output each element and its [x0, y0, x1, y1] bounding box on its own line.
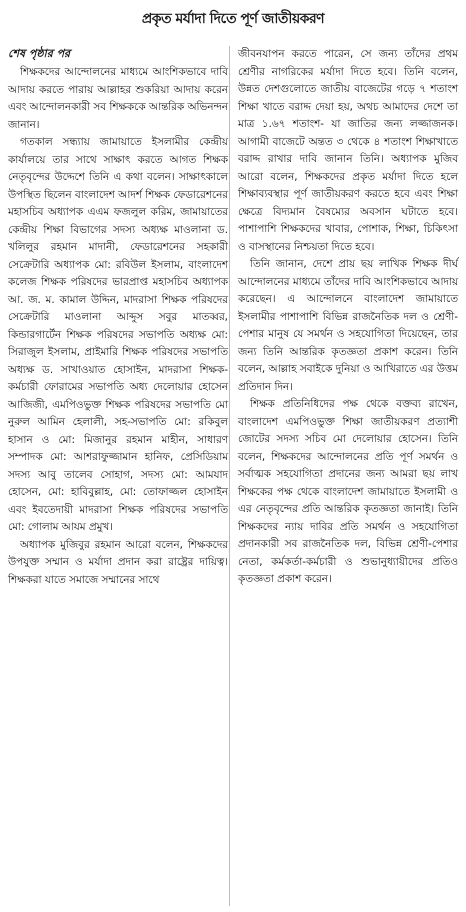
paragraph: তিনি জানান, দেশে প্রায় ছয় লাখিক শিক্ষক দীর্ঘ আন্দোলনের মাধ্যমে তাঁদের দাবি আংশিকভাবে আদায় করেছেন। এ আন্দোলনে বাংলাদেশ জামায়াতে ইসলামীর পাশাপাশি বিভিন্ন রাজনৈতিক দল ও শ্রেণী-পেশার মানুষ যে সমর্থন ও সহযোগিতা দিয়েছেন, তার জন্য তিনি আন্তরিক কৃতজ্ঞতা প্রকাশ করেন। তিনি বলেন, আল্লাহ সবাইকে দুনিয়া ও আখিরাতে এর উত্তম প্রতিদান দিন। [238, 258, 458, 393]
column-divider [229, 46, 230, 906]
paragraph: শিক্ষকদের আন্দোলনের মাধ্যমে আংশিকভাবে দাবি আদায় করতে পারায় আল্লাহর শুকরিয়া আদায় করেন এবং আন্দোলনকারী সব শিক্ষককে আন্তরিক অভিনন্দন জানান। [8, 66, 228, 131]
paragraph: শিক্ষক প্রতিনিধিদের পক্ষ থেকে বক্তব্য রাখেন, বাংলাদেশ এমপিওভুক্ত শিক্ষা জাতীয়করণ প্রত্যাশী জোটের সদস্য সচিব মো দেলোয়ার হোসেন। তিনি বলেন, শিক্ষকদের আন্দোলনের প্রতি পূর্ণ সমর্থন ও সর্বাত্মক সহযোগিতা প্রদানের জন্য আমরা ছয় লাখ শিক্ষকের পক্ষ থেকে বাংলাদেশ জামায়াতে ইসলামী ও এর নেতৃবৃন্দের প্রতি আন্তরিক কৃতজ্ঞতা জানাই। তিনি শিক্ষকদের ন্যায় দাবির প্রতি সমর্থন ও সহযোগিতা প্রদানকারী সব রাজনৈতিক দল, বিভিন্ন শ্রেণী-পেশার নেতা, কর্মকর্তা-কর্মচারী ও শুভানুধ্যায়ীদের প্রতিও কৃতজ্ঞতা প্রকাশ করেন। [238, 398, 458, 585]
left-column [8, 46, 228, 589]
paragraph: গতকাল সন্ধ্যায় জামায়াতে ইসলামীর কেন্দ্রীয় কার্যালয়ে তার সাথে সাক্ষাৎ করতে আগত শিক্ষক নেতৃবৃন্দের উদ্দেশে তিনি এ কথা বলেন। সাক্ষাৎকালে উপস্থিত ছিলেন বাংলাদেশ আদর্শ শিক্ষক ফেডারেশনের মহাসচিব অধ্যাপক এএম ফজলুল করিম, জামায়াতের কেন্দ্রীয় শিক্ষা বিভাগের সদস্য অধ্যক্ষ মাওলানা ড. খলিলুর রহমান মাদানী, ফেডারেশনের সহকারী সেক্রেটারি অধ্যাপক মো: রবিউল ইসলাম, বাংলাদেশ কলেজ শিক্ষক পরিষদের ভারপ্রাপ্ত মহাসচিব অধ্যাপক আ. জ. ম. কামাল উদ্দিন, মাদরাসা শিক্ষক পরিষদের সেক্রেটারি মাওলানা আব্দুস সবুর মাতব্বর, কিন্ডারগার্টেন শিক্ষক পরিষদের সভাপতি অধ্যক্ষ মো: সিরাজুল ইসলাম, প্রাইমারি শিক্ষক পরিষদের সভাপতি অধ্যক্ষ ড. সাখাওয়াত হোসাইন, মাদরাসা শিক্ষক-কর্মচারী ফোরামের সভাপতি অধ্য দেলোয়ার হোসেন আজিজী, এমপিওভুক্ত শিক্ষক পরিষদের সভাপতি মো নুরুল আমিন হেলালী, সহ-সভাপতি মো: রকিবুল হাসান ও মো: মিজানুর রহমান মাহীন, সাধারণ সম্পাদক মো: আশরাফুজ্জামান হানিফ, প্রেসিডিয়াম সদস্য আবু তালেব সোহাগ, সদস্য মো: আমযাদ হোসেন, মো: হাবিবুল্লাহ, মো: তোফাজ্জল হোসাইন এবং ইবতেদায়ী মাদরাসা শিক্ষক পরিষদের সভাপতি মো: গোলাম আযম প্রমুখ। [8, 136, 228, 533]
paragraph: অধ্যাপক মুজিবুর রহমান আরো বলেন, শিক্ষকদের উপযুক্ত সম্মান ও মর্যাদা প্রদান করা রাষ্ট্রের দায়িত্ব। শিক্ষকরা যাতে সমাজে সম্মানের সাথে [8, 538, 228, 586]
continued-from-label: শেষ পৃষ্ঠার পর [8, 47, 71, 60]
paragraph: জীবনযাপন করতে পারেন, সে জন্য তাঁদের প্রথম শ্রেণীর নাগরিকের মর্যাদা দিতে হবে। তিনি বলেন, উন্নত দেশগুলোতে জাতীয় বাজেটের গড়ে ৭ শতাংশ শিক্ষা খাতে বরাদ্দ দেয়া হয়, অথচ আমাদের দেশে তা মাত্র ১.৬৭ শতাংশ- যা জাতির জন্য লজ্জাজনক। আগামী বাজেটে অন্তত ৩ থেকে ৪ শতাংশ শিক্ষাখাতে বরাদ্দ রাখার দাবি জানান তিনি। অধ্যাপক মুজিব আরো বলেন, শিক্ষকদের প্রকৃত মর্যাদা দিতে হলে শিক্ষাব্যবস্থার পূর্ণ জাতীয়করণ করতে হবে এবং শিক্ষা ক্ষেত্রে বিদ্যমান বৈষম্যের অবসান ঘটাতে হবে। পাশাপাশি শিক্ষকদের খাবার, পোশাক, শিক্ষা, চিকিৎসা ও বাসস্থানের নিশ্চয়তা দিতে হবে। [238, 48, 458, 253]
right-column [238, 46, 458, 589]
article-headline: প্রকৃত মর্যাদা দিতে পূর্ণ জাতীয়করণ [141, 11, 325, 27]
